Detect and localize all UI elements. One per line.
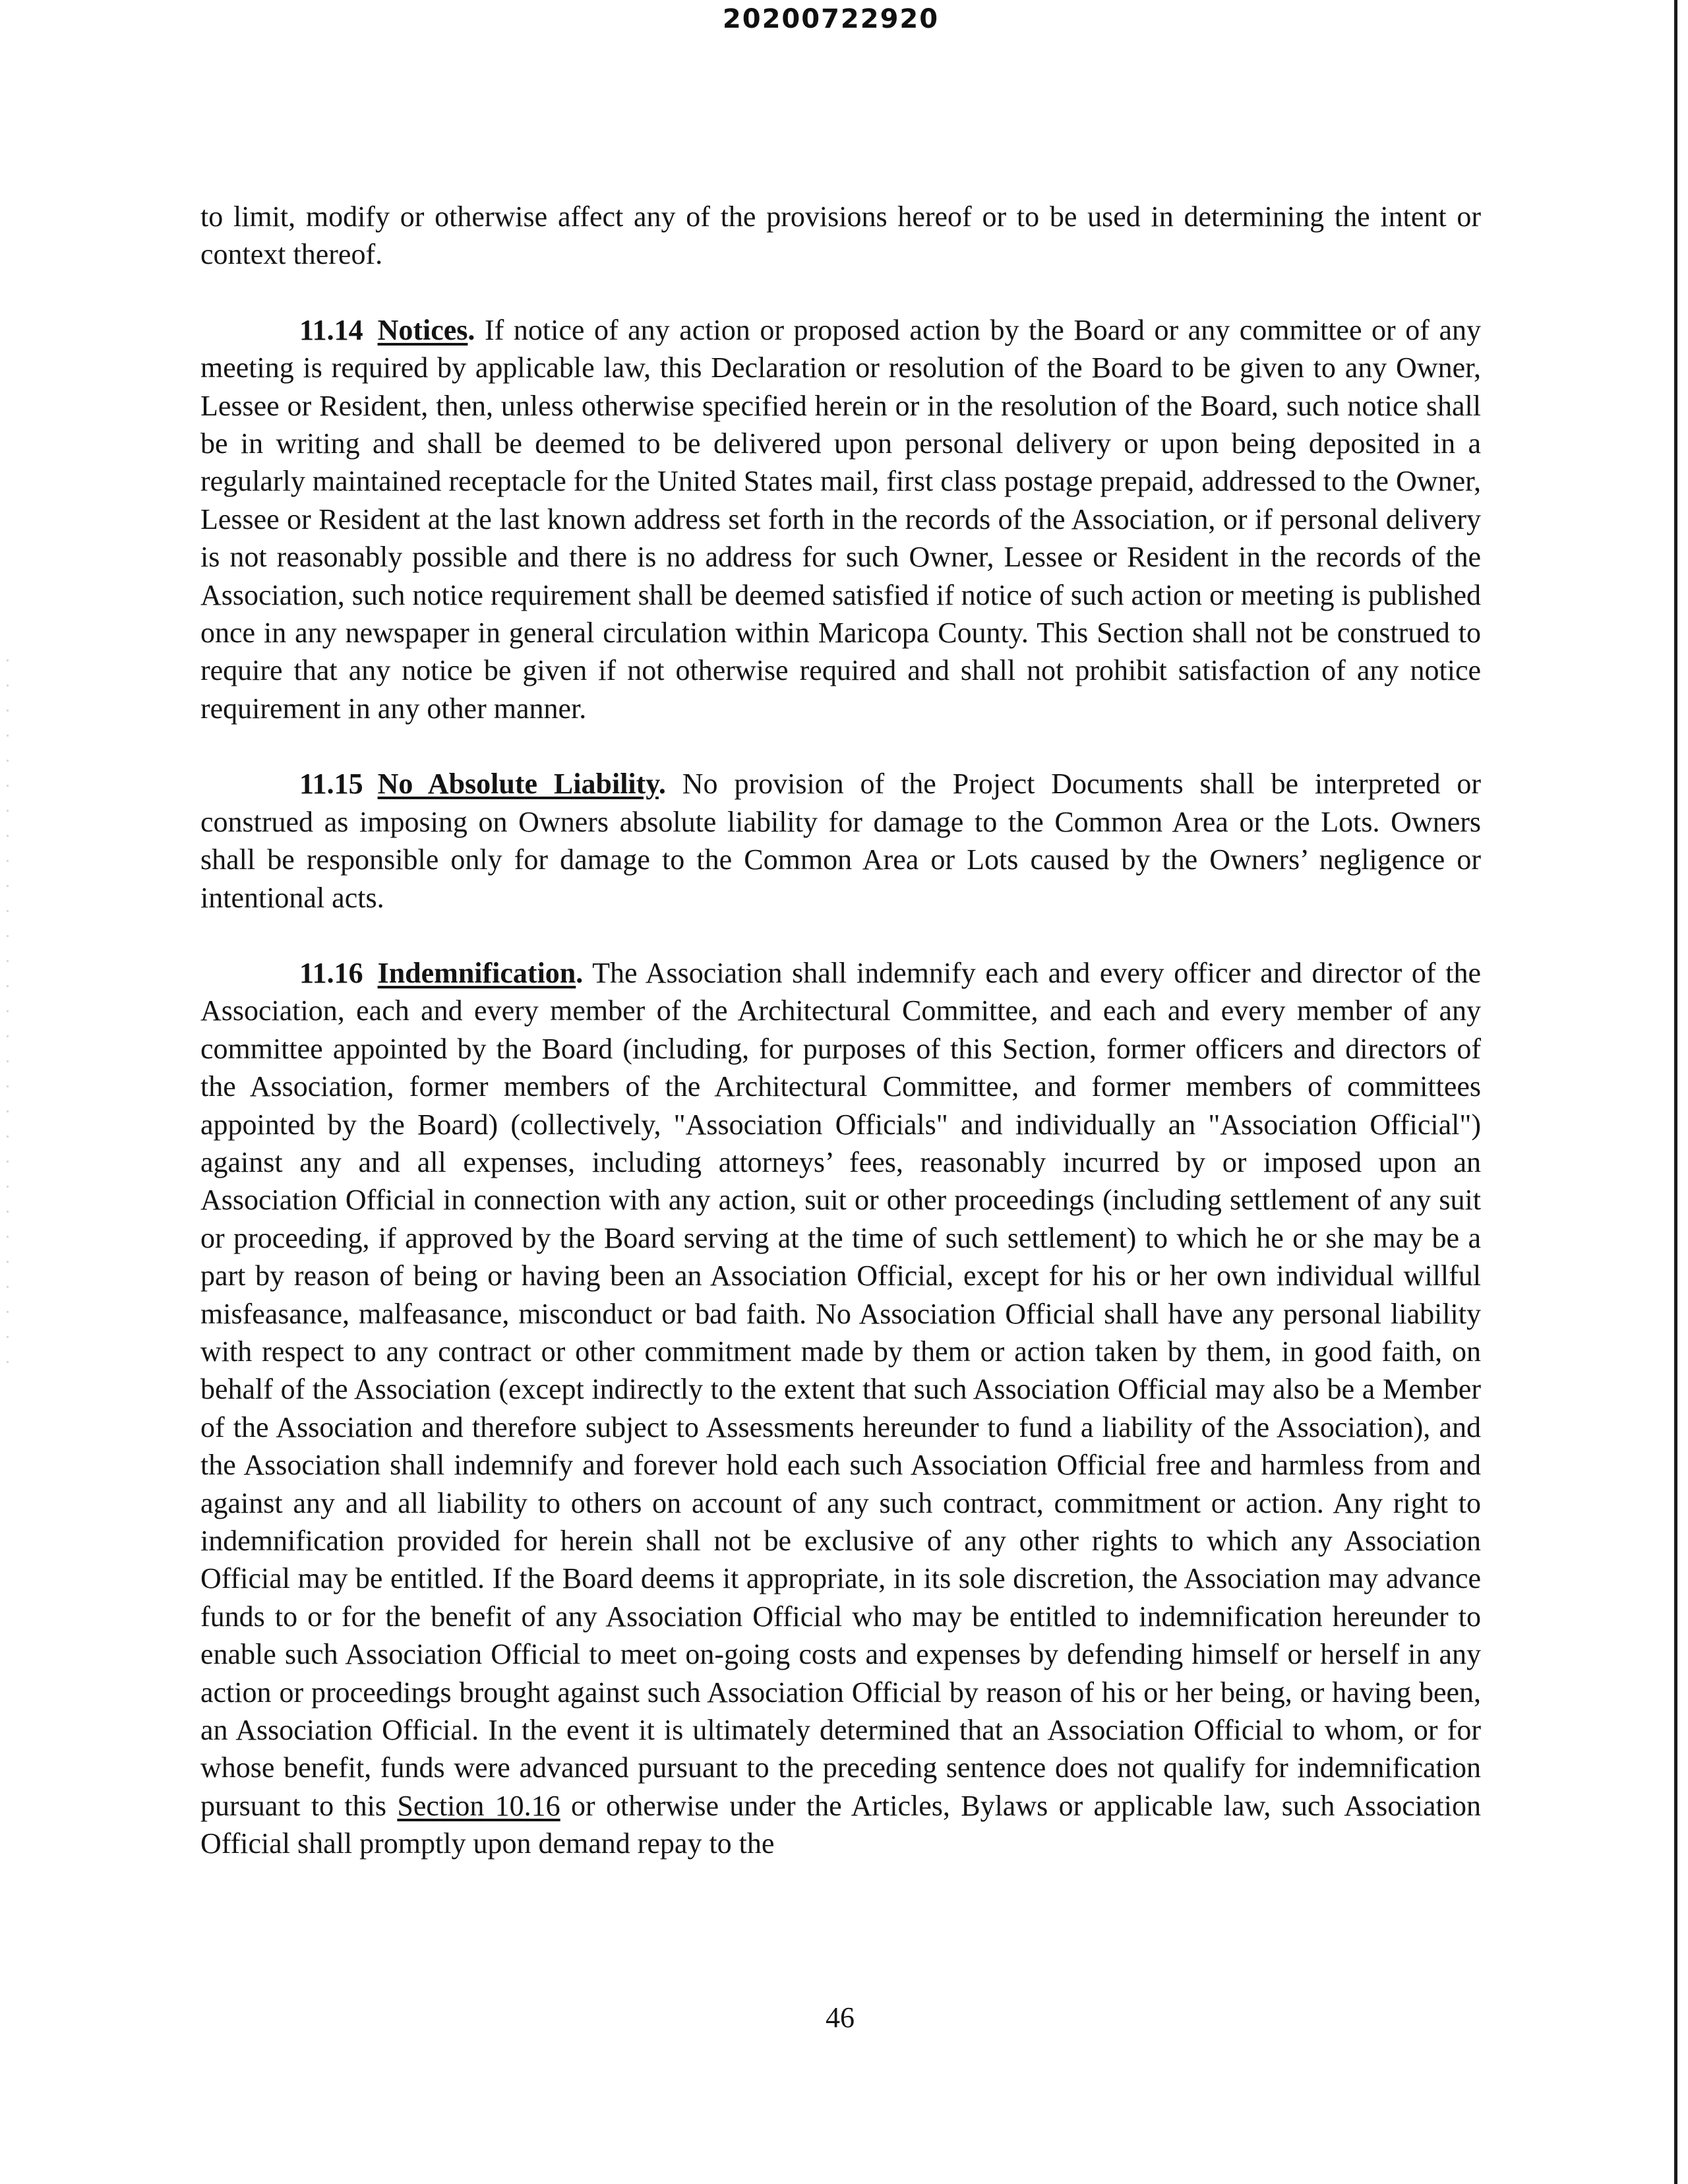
section-body: No provision of the Project Documents shall be interpreted or construed as imposing on Owners absolute liability for damage to the Common Area or the Lots. Owners shall be responsible only for damage to the Common Area or Lots caused by the Owners’ negligence or intentional acts. bbox=[200, 768, 1482, 914]
section-title: Notices bbox=[377, 313, 468, 346]
page-number: 46 bbox=[826, 2001, 855, 2034]
section-number: 11.16 bbox=[299, 956, 363, 989]
scan-edge-line bbox=[1674, 0, 1677, 2184]
section-title: Indemnification bbox=[377, 956, 576, 989]
document-body bbox=[200, 198, 1481, 1900]
section-number: 11.15 bbox=[299, 768, 363, 801]
section-body: The Association shall indemnify each and every officer and director of the Association, each and every member of the Architectural Committee, and each and every member of any committee appointed by the Board (including, for purposes of this Section, former officers and directors of the Association, former members of the Architectural Committee, and former members of committees appointed by the Board) (collectively, "Association Officials" and individually an "Association Official") against any and all expenses, including attorneys’ fees, reasonably incurred by or imposed upon an Association Official in connection with any action, suit or other proceedings (including settlement of any suit or proceeding, if approved by the Board serving at the time of such settlement) to which he or she may be a part by reason of being or having been an Association Official, except for his or her own individual willful misfeasance, malfeasance, misconduct or bad faith. No Association Official shall have any personal liability with respect to any contract or other commitment made by them or action taken by them, in good faith, on behalf of the Association (except indirectly to the extent that such Association Official may also be a Member of the Association and therefore subject to Assessments hereunder to fund a liability of the Association), and the Association shall indemnify and forever hold each such Association Official free and harmless from and against any and all liability to others on account of any such contract, commitment or action. Any right to indemnification provided for herein shall not be exclusive of any other rights to which any Association Official may be entitled. If the Board deems it appropriate, in its sole discretion, the Association may advance funds to or for the benefit of any Association Official who may be entitled to indemnification hereunder to enable such Association Official to meet on-going costs and expenses by defending himself or herself in any action or proceedings brought against such Association Official by reason of his or her being, or having been, an Association Official. In the event it is ultimately determined that an Association Official to whom, or for whose benefit, funds were advanced pursuant to the preceding sentence does not qualify for indemnification pursuant to this bbox=[200, 956, 1481, 1822]
section-body: If notice of any action or proposed action by the Board or any committee or of any meeting is required by applicable law, this Declaration or resolution of the Board to be given to any Owner, Lessee or Resident, then, unless otherwise specified herein or in the resolution of the Board, such notice shall be in writing and shall be deemed to be delivered upon personal delivery or upon being deposited in a regularly maintained receptacle for the United States mail, first class postage prepaid, addressed to the Owner, Lessee or Resident at the last known address set forth in the records of the Association, or if personal delivery is not reasonably possible and there is no address for such Owner, Lessee or Resident in the records of the Association, such notice requirement shall be deemed satisfied if notice of such action or meeting is published once in any newspaper in general circulation within Maricopa County. This Section shall not be construed to require that any notice be given if not otherwise required and shall not prohibit satisfaction of any notice requirement in any other manner. bbox=[200, 313, 1482, 725]
section-title: No Absolute Liability bbox=[377, 768, 659, 801]
section-body-continued: or otherwise under the Articles, Bylaws or applicable law, such Association Official shall promptly upon demand repay to the bbox=[200, 1789, 1482, 1860]
section-11-16: 11.16 Indemnification. The Association shall indemnify each and every officer and director of the Association, each and every member of the Architectural Committee, and each and every member of any committee appointed by the Board (including, for purposes of this Section, former officers and directors of the Association, former members of the Architectural Committee, and former members of committees appointed by the Board) (collectively, "Association Officials" and individually an "Association Official") against any and all expenses, including attorneys’ fees, reasonably incurred by or imposed upon an Association Official in connection with any action, suit or other proceedings (including settlement of any suit or proceeding, if approved by the Board serving at the time of such settlement) to which he or she may be a part by reason of being or having been an Association Official, except for his or her own individual willful misfeasance, malfeasance, misconduct or bad faith. No Association Official shall have any personal liability with respect to any contract or other commitment made by them or action taken by them, in good faith, on behalf of the Association (except indirectly to the extent that such Association Official may also be a Member of the Association and therefore subject to Assessments hereunder to fund a liability of the Association), and the Association shall indemnify and forever hold each such Association Official free and harmless from and against any and all liability to others on account of any such contract, commitment or action. Any right to indemnification provided for herein shall not be exclusive of any other rights to which any Association Official may be entitled. If the Board deems it appropriate, in its sole discretion, the Association may advance funds to or for the benefit of any Association Official who may be entitled to indemnification hereunder to enable such Association Official to meet on-going costs and expenses by defending himself or herself in any action or proceedings brought against such Association Official by reason of his or her being, or having been, an Association Official. In the event it is ultimately determined that an Association Official to whom, or for whose benefit, funds were advanced pursuant to the preceding sentence does not qualify for indemnification pursuant to this Section 10.16 or otherwise under the Articles, Bylaws or applicable law, such Association Official shall promptly upon demand repay to the bbox=[200, 956, 1482, 1860]
scan-margin-specks bbox=[7, 659, 9, 1385]
section-number: 11.14 bbox=[299, 313, 363, 346]
section-11-14: 11.14 Notices. If notice of any action or proposed action by the Board or any committee or of any meeting is required by applicable law, this Declaration or resolution of the Board to be given to any Owner, Lessee or Resident, then, unless otherwise specified herein or in the resolution of the Board, such notice shall be in writing and shall be deemed to be delivered upon personal delivery or upon being deposited in a regularly maintained receptacle for the United States mail, first class postage prepaid, addressed to the Owner, Lessee or Resident at the last known address set forth in the records of the Association, or if personal delivery is not reasonably possible and there is no address for such Owner, Lessee or Resident in the records of the Association, such notice requirement shall be deemed satisfied if notice of such action or meeting is published once in any newspaper in general circulation within Maricopa County. This Section shall not be construed to require that any notice be given if not otherwise required and shall not prohibit satisfaction of any notice requirement in any other manner. bbox=[200, 313, 1482, 725]
recording-number: 20200722920 bbox=[722, 4, 940, 34]
intro-paragraph: to limit, modify or otherwise affect any of the provisions hereof or to be used in determining the intent or context thereof. bbox=[200, 200, 1481, 271]
section-11-15: 11.15 No Absolute Liability. No provision of the Project Documents shall be interpreted or construed as imposing on Owners absolute liability for damage to the Common Area or the Lots. Owners shall be responsible only for damage to the Common Area or Lots caused by the Owners’ negligence or intentional acts. bbox=[200, 768, 1482, 914]
section-cross-reference: Section 10.16 bbox=[397, 1789, 560, 1822]
